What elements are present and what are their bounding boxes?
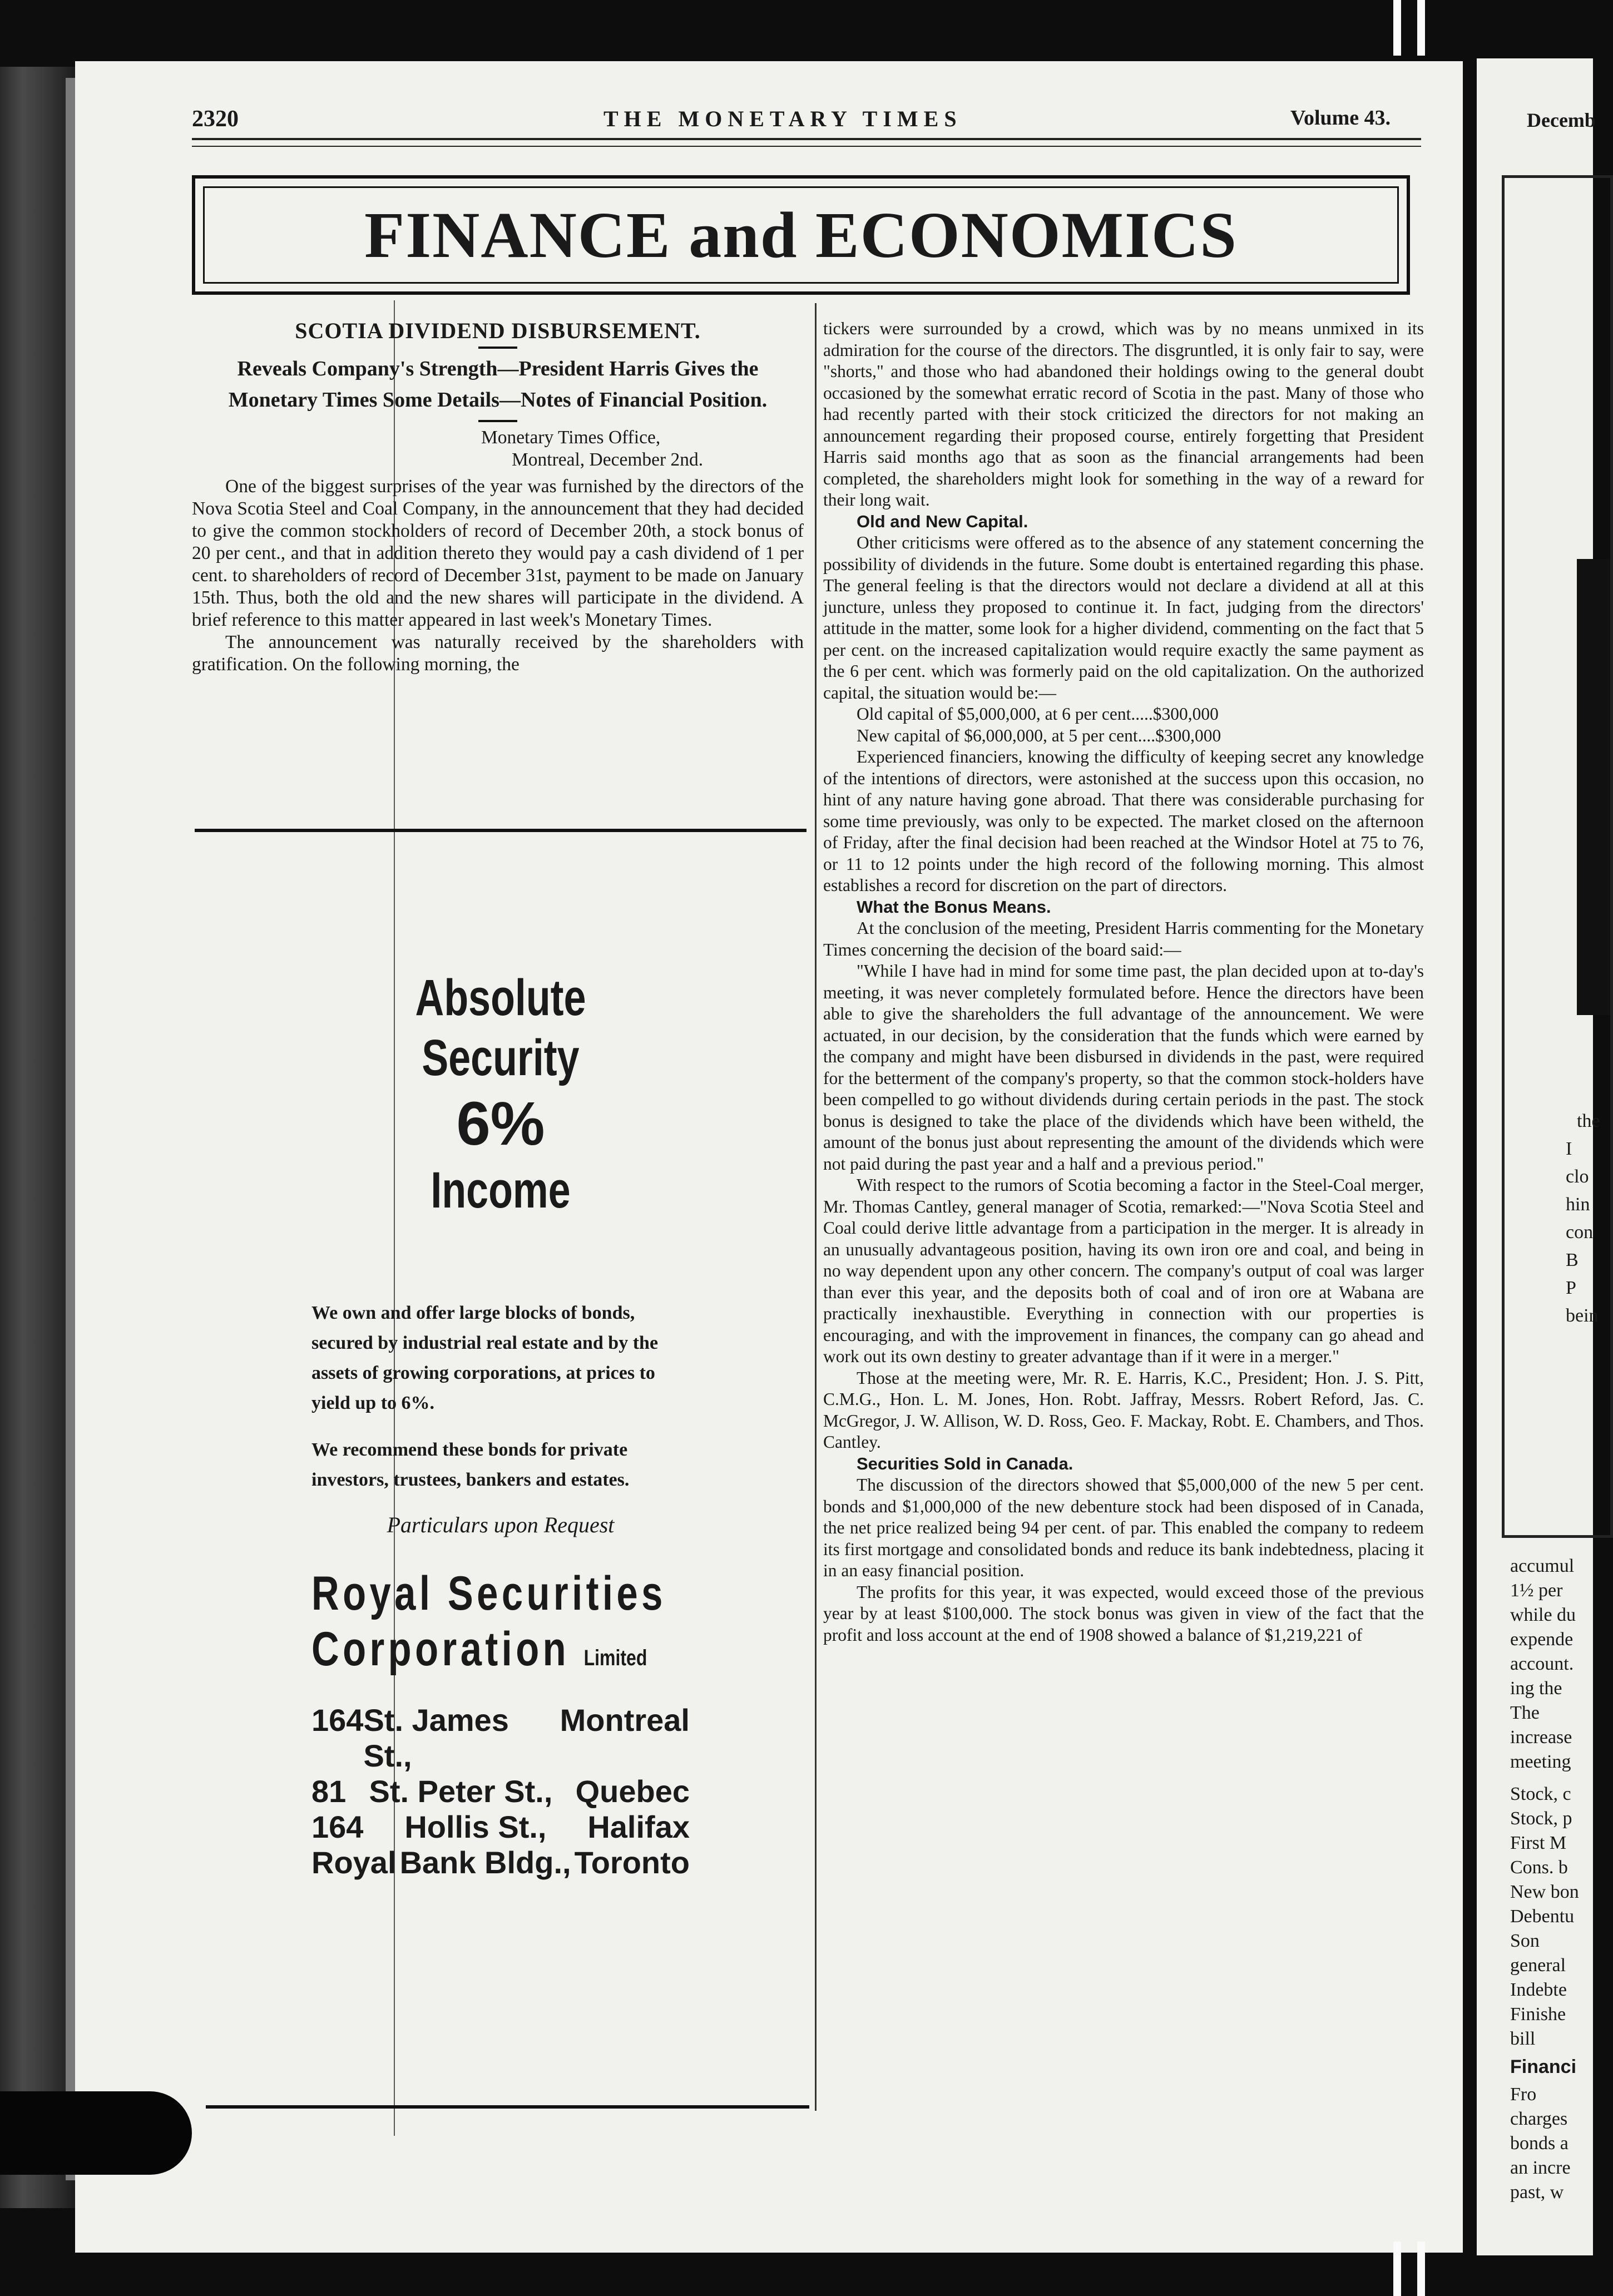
adjacent-text-fragment: meeting: [1510, 1751, 1571, 1772]
adjacent-page: [1477, 58, 1600, 2255]
adjacent-text-fragment: First M: [1510, 1833, 1567, 1853]
film-mark: [1417, 0, 1425, 56]
ad-company: Royal Securities Corporation Limited: [311, 1567, 666, 1676]
adjacent-text-fragment: I: [1566, 1139, 1572, 1159]
subheadline-rule: [478, 420, 517, 422]
subheading: What the Bonus Means.: [857, 897, 1051, 917]
article-subheadline: Reveals Company's Strength—President Harris Gives the Monetary Times Some Details—Notes of Financial Position.: [228, 357, 768, 412]
adjacent-text-fragment: Stock, p: [1510, 1808, 1572, 1829]
adjacent-text-fragment: bein: [1566, 1305, 1599, 1326]
ad-headline: Absolute Security: [415, 969, 586, 1086]
adjacent-text-fragment: while du: [1510, 1605, 1576, 1625]
advertisement: [311, 968, 690, 1881]
dateline: Monetary Times Office, Montreal, December 2nd.: [481, 427, 704, 470]
capital-line: Old capital of $5,000,000, at 6 per cent.....$300,000: [857, 704, 1219, 724]
section-rule: [195, 829, 806, 832]
adjacent-text-fragment: Debentu: [1510, 1906, 1575, 1927]
adjacent-text-fragment: Finishe: [1510, 2004, 1566, 2025]
column-divider: [815, 303, 817, 2111]
ad-income: Income: [431, 1162, 571, 1219]
header-rule: [192, 138, 1421, 140]
book-spine: [0, 67, 75, 2208]
paragraph: Other criticisms were offered as to the absence of any statement concerning the possibility of dividends in the future. Some doubt is entertained regarding this phase. The general feeling is that the directors would not declare a dividend at all at this juncture, unless they proposed to continue it. In fact, judging from the directors' attitude in the matter, some look for a higher dividend, commenting on the fact that 5 per cent. on the increased capitalization would require exactly the same payment as the 6 per cent. which was formerly paid on the old capitalization. On the authorized capital, the situation would be:—: [823, 533, 1424, 702]
film-mark: [1393, 0, 1401, 56]
adjacent-text-fragment: Son: [1510, 1931, 1540, 1951]
adjacent-text-fragment: general: [1510, 1955, 1566, 1976]
headline-rule: [478, 347, 517, 349]
paragraph: Experienced financiers, knowing the difficulty of keeping secret any knowledge of the intentions of directors, were astonished at the success upon this occasion, no hint of any nature having gone abroad. That there was considerable purchasing for some time previously, was only to be expected. The market closed on the afternoon of Friday, after the final decision had been reached at the Windsor Hotel at 75 to 76, or 11 to 12 points under the high record of the following morning. This almost establishes a record for discretion on the part of directors.: [823, 747, 1424, 895]
adjacent-text-fragment: P: [1566, 1278, 1576, 1298]
address-line: 164 St. James St., Montreal: [311, 1703, 690, 1773]
adjacent-text-fragment: B: [1566, 1250, 1579, 1270]
ad-addresses: [311, 1703, 690, 1881]
capital-line: New capital of $6,000,000, at 5 per cent....$300,000: [857, 725, 1221, 745]
paragraph: The discussion of the directors showed that $5,000,000 of the new 5 per cent. bonds and $1,000,000 of the new debenture stock had been disposed of in Canada, the net price realized being 94 per cent. of par. This enabled the company to redeem its first mortgage and consolidated bonds and reduce its bank indebtedness, placing it in an easy financial position.: [823, 1475, 1424, 1580]
ad-body: We recommend these bonds for private investors, trustees, bankers and estates.: [311, 1439, 630, 1490]
adjacent-text-fragment: con: [1566, 1222, 1594, 1243]
subheading: Securities Sold in Canada.: [857, 1453, 1073, 1473]
adjacent-text-fragment: expende: [1510, 1629, 1574, 1650]
paragraph: With respect to the rumors of Scotia becoming a factor in the Steel-Coal merger, Mr. Thomas Cantley, general manager of Scotia, remarked:—"Nova Scotia Steel and Coal could derive little advantage from a participation in the merger. It is already in an unusually advantageous position, having its own iron ore and coal, and being in no way dependent upon any other concern. The company's output of coal was larger than ever this year, and the deposits both of coal and of iron ore at Wabana are practically inexhaustible. Everything in connection with our properties is encouraging, and with the improvement in finances, the company can go ahead and work out its own destiny to greater advantage than if it were in a merger.": [823, 1175, 1424, 1366]
article-right-column: [823, 318, 1424, 1646]
address-line: 81 St. Peter St., Quebec: [311, 1774, 690, 1809]
adjacent-text-fragment: Financi: [1510, 2056, 1577, 2077]
address-line: Royal Bank Bldg., Toronto: [311, 1845, 690, 1880]
section-rule: [206, 2105, 809, 2109]
subheading: Old and New Capital.: [857, 511, 1028, 531]
adjacent-text-fragment: the: [1577, 1111, 1600, 1131]
adjacent-text-fragment: hin: [1566, 1194, 1590, 1215]
adjacent-text-fragment: ing the: [1510, 1678, 1562, 1699]
paragraph: The profits for this year, it was expected, would exceed those of the previous year by at least $100,000. The stock bonus was given in view of the fact that the profit and loss account at the end of 1908 showed a balance of $1,219,221 of: [823, 1582, 1424, 1645]
adjacent-text-fragment: The: [1510, 1703, 1540, 1723]
adjacent-text-fragment: an incre: [1510, 2158, 1571, 2178]
article-left-column: [192, 320, 804, 676]
adjacent-text-fragment: Cons. b: [1510, 1857, 1568, 1878]
film-mark: [1417, 2241, 1425, 2296]
adjacent-text-fragment: past, w: [1510, 2182, 1564, 2203]
adjacent-text-fragment: accumul: [1510, 1556, 1575, 1576]
paragraph: One of the biggest surprises of the year was furnished by the directors of the Nova Scotia Steel and Coal Company, in the announcement that they had decided to give the common stockholders of record of December 20th, a stock bonus of 20 per cent., and that in addition thereto they would pay a cash dividend of 1 per cent. to shareholders of record of December 31st, payment to be made on January 15th. Thus, both the old and the new shares will participate in the dividend. A brief reference to this matter appeared in last week's Monetary Times.: [192, 476, 804, 630]
adjacent-text-fragment: Stock, c: [1510, 1784, 1571, 1804]
adjacent-text-fragment: bonds a: [1510, 2133, 1569, 2154]
paragraph: The announcement was naturally received by the shareholders with gratification. On the following morning, the: [192, 632, 804, 675]
page-number: 2320: [192, 106, 239, 132]
address-line: 164 Hollis St., Halifax: [311, 1809, 690, 1844]
adjacent-text-fragment: bill: [1510, 2028, 1536, 2049]
adjacent-text-fragment: increase: [1510, 1727, 1572, 1748]
paragraph: Those at the meeting were, Mr. R. E. Harris, K.C., President; Hon. J. S. Pitt, C.M.G., Hon. L. M. Jones, Hon. Robt. Jaffray, Messrs. Robert Reford, Jas. C. McGregor, J. W. Allison, W. D. Ross, Geo. F. Mackay, Robt. E. Chambers, and Thos. Cantley.: [823, 1368, 1424, 1452]
section-title: FINANCE and ECONOMICS: [364, 198, 1238, 271]
header-rule-thin: [192, 146, 1421, 147]
publication-name: THE MONETARY TIMES: [603, 106, 962, 131]
adjacent-text-fragment: clo: [1566, 1166, 1589, 1187]
adjacent-text-fragment: New bon: [1510, 1882, 1579, 1902]
paragraph: At the conclusion of the meeting, President Harris commenting for the Monetary Times concerning the decision of the board said:—: [823, 918, 1424, 959]
adjacent-text-fragment: Indebte: [1510, 1980, 1567, 2000]
adjacent-header: Decemb: [1527, 109, 1596, 131]
adjacent-text-fragment: 1½ per: [1510, 1580, 1563, 1601]
ad-tagline: Particulars upon Request: [387, 1512, 615, 1537]
adjacent-text-fragment: charges: [1510, 2109, 1568, 2129]
paragraph: tickers were surrounded by a crowd, which was by no means unmixed in its admiration for the course of the directors. The disgruntled, it is only fair to say, were "shorts," and those who had abandoned their holdings owing to the general doubt occasioned by the somewhat erratic record of Scotia in the past. Many of those who had recently parted with their stock criticized the directors for not making an announcement regarding their proposed course, entirely forgetting that President Harris said months ago that as soon as the financial arrangements had been completed, the shareholders might look for something in the way of a reward for their long wait.: [823, 319, 1424, 509]
adjacent-text-fragment: Fro: [1510, 2084, 1537, 2105]
ad-body: We own and offer large blocks of bonds, secured by industrial real estate and by the assets of growing corporations, at prices to yield up to 6%.: [311, 1303, 659, 1413]
adjacent-text-fragment: account.: [1510, 1654, 1574, 1674]
article-headline: SCOTIA DIVIDEND DISBURSEMENT.: [295, 318, 701, 343]
section-title-box: [192, 175, 1410, 295]
paragraph: "While I have had in mind for some time past, the plan decided upon at to-day's meeting, it was never completely formulated before. Hence the directors have been able to give the shareholders the full advantage of the announcement. We were actuated, in our decision, by the consideration that the funds which were earned by the company and might have been disbursed in dividends in the past, were required for the betterment of the company's property, so that the common stock-holders have been compelled to go without dividends during certain periods in the past. The stock bonus is designed to take the place of the dividends which have been witheld, the amount of the bonus just about representing the amount of the dividends which were not paid during the past year and a half and a previous period.": [823, 961, 1424, 1174]
film-mark: [1393, 2241, 1401, 2296]
adjacent-dark-block: [1577, 559, 1610, 1015]
volume-number: Volume 43.: [1290, 106, 1391, 130]
thumb-shadow: [0, 2091, 192, 2175]
ad-rate: 6%: [456, 1090, 545, 1158]
